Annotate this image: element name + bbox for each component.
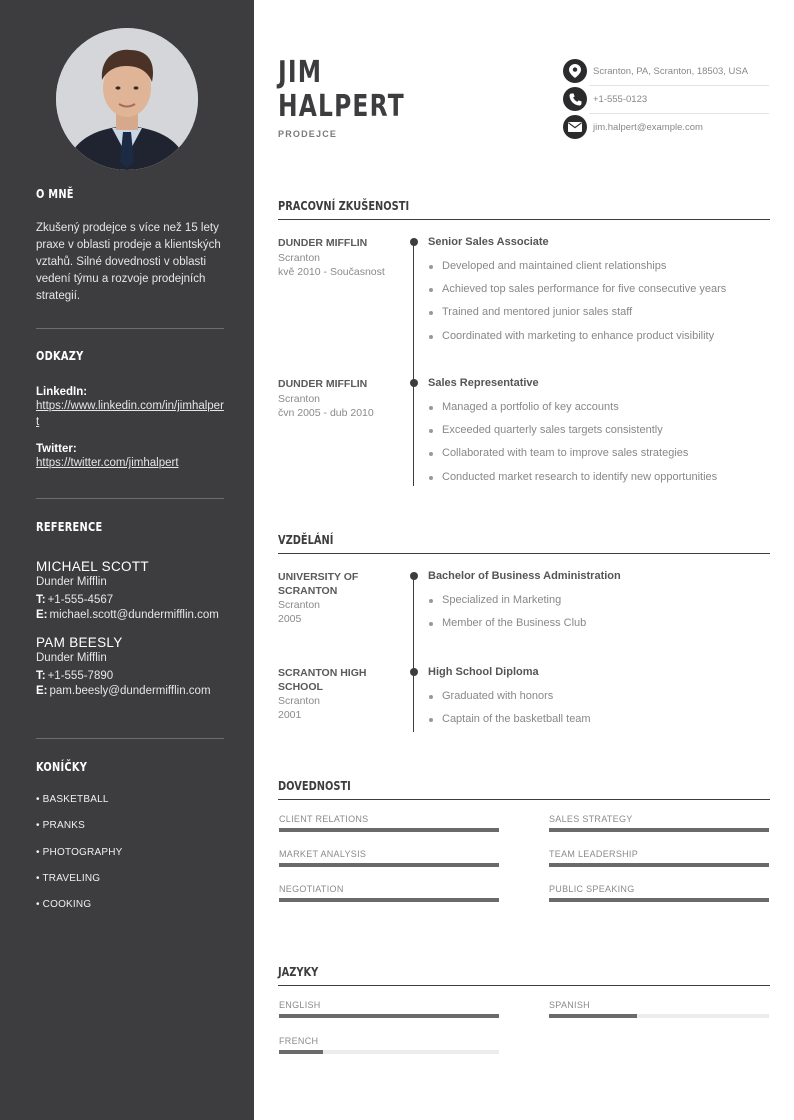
first-name: JIM — [278, 55, 323, 90]
education-entry-meta — [278, 571, 396, 626]
phone-icon — [563, 87, 587, 111]
skill-item — [549, 884, 769, 902]
language-name: ENGLISH — [279, 1000, 321, 1010]
hobby-item: • PHOTOGRAPHY — [36, 846, 123, 858]
skill-name: NEGOTIATION — [279, 884, 344, 894]
list-item: Coordinated with marketing to enhance product visibility — [428, 325, 770, 348]
timeline-dot — [410, 379, 418, 387]
skill-bar — [549, 828, 769, 832]
skill-name: MARKET ANALYSIS — [279, 849, 367, 859]
link-label: Twitter: — [36, 443, 77, 455]
section-rule — [278, 219, 770, 220]
timeline-dot — [410, 668, 418, 676]
address-text: Scranton, PA, Scranton, 18503, USA — [593, 65, 749, 77]
reference-email — [36, 608, 224, 623]
links-section — [36, 349, 224, 471]
contact-phone — [563, 85, 769, 113]
list-item: Exceeded quarterly sales targets consistently — [428, 419, 770, 442]
reference-company: Dunder Mifflin — [36, 652, 107, 664]
language-bar — [279, 1014, 499, 1018]
list-item: Developed and maintained client relationships — [428, 255, 770, 278]
links-title: ODKAZY — [36, 349, 84, 363]
section-rule — [278, 799, 770, 800]
twitter-link[interactable]: https://twitter.com/jimhalpert — [36, 457, 179, 469]
location: Scranton — [278, 251, 321, 264]
experience-entry — [428, 236, 770, 348]
list-item: Conducted market research to identify new opportunities — [428, 466, 770, 489]
linkedin-link[interactable]: https://www.linkedin.com/in/jimhalpert — [36, 400, 224, 428]
reference-company: Dunder Mifflin — [36, 576, 107, 588]
skill-item — [549, 849, 769, 867]
list-item: Specialized in Marketing — [428, 589, 770, 612]
experience-title: PRACOVNÍ ZKUŠENOSTI — [278, 199, 410, 213]
phone-label: T: — [36, 670, 46, 682]
phone-text: +1-555-0123 — [593, 93, 648, 105]
section-rule — [278, 985, 770, 986]
divider — [36, 328, 224, 329]
link-item-twitter — [36, 443, 224, 471]
bullet-list — [428, 396, 770, 489]
phone-value: +1-555-7890 — [47, 670, 114, 682]
skill-item — [279, 849, 499, 867]
reference-phone — [36, 669, 224, 684]
phone-label: T: — [36, 594, 46, 606]
timeline-dot — [410, 238, 418, 246]
language-name: FRENCH — [279, 1036, 319, 1046]
skill-name: TEAM LEADERSHIP — [549, 849, 639, 859]
language-bar-fill — [549, 1014, 637, 1018]
reference-name: MICHAEL SCOTT — [36, 559, 149, 574]
bullet-list — [428, 685, 770, 731]
divider — [36, 498, 224, 499]
email-label: E: — [36, 685, 48, 697]
education-entry-meta — [278, 667, 396, 722]
last-name: HALPERT — [278, 89, 405, 124]
profile-photo — [56, 28, 198, 170]
list-item: Trained and mentored junior sales staff — [428, 301, 770, 324]
contact-address — [563, 57, 769, 85]
skill-name: SALES STRATEGY — [549, 814, 633, 824]
timeline-dot — [410, 572, 418, 580]
skill-name: CLIENT RELATIONS — [279, 814, 369, 824]
language-item — [279, 1036, 499, 1054]
skill-bar — [279, 828, 499, 832]
languages-title: JAZYKY — [278, 965, 319, 979]
role-title: Sales Representative — [428, 377, 539, 389]
education-entry — [428, 666, 770, 731]
list-item: Managed a portfolio of key accounts — [428, 396, 770, 419]
degree-title: Bachelor of Business Administration — [428, 570, 621, 582]
skill-bar — [549, 898, 769, 902]
bullet-list — [428, 255, 770, 348]
school-name: SCRANTON HIGH SCHOOL — [278, 667, 367, 693]
language-bar — [279, 1050, 499, 1054]
link-label: LinkedIn: — [36, 386, 88, 398]
role-title: Senior Sales Associate — [428, 236, 549, 248]
list-item: Graduated with honors — [428, 685, 770, 708]
list-item: Captain of the basketball team — [428, 708, 770, 731]
language-bar — [549, 1014, 769, 1018]
hobby-list — [36, 794, 224, 925]
list-item: Achieved top sales performance for five consecutive years — [428, 278, 770, 301]
school-name: UNIVERSITY OF SCRANTON — [278, 571, 359, 597]
skill-bar-fill — [549, 898, 769, 902]
avatar — [56, 28, 198, 170]
skill-bar — [279, 863, 499, 867]
skill-bar-fill — [279, 898, 499, 902]
language-bar-fill — [279, 1014, 499, 1018]
contact-email — [563, 113, 769, 141]
date: 2001 — [278, 709, 302, 721]
timeline-line — [413, 242, 414, 486]
skill-bar-fill — [549, 828, 769, 832]
skill-bar-fill — [279, 863, 499, 867]
degree-title: High School Diploma — [428, 666, 539, 678]
hobby-item: • TRAVELING — [36, 872, 101, 884]
job-title: PRODEJCE — [278, 129, 338, 139]
experience-entry-meta — [278, 378, 398, 420]
skill-item — [279, 814, 499, 832]
hobbies-section — [36, 760, 224, 925]
reference-item — [36, 635, 224, 699]
about-text: Zkušený prodejce s více než 15 lety praxe v oblasti prodeje a klientských vztahů. Silné dovednosti v oblasti vedení týmu a rozvoje prodejních strategií. — [36, 222, 221, 302]
reference-item — [36, 559, 224, 623]
bullet-list — [428, 589, 770, 635]
location: Scranton — [278, 599, 321, 611]
experience-entry-meta — [278, 237, 398, 279]
email-value: michael.scott@dundermifflin.com — [49, 609, 219, 621]
section-rule — [278, 553, 770, 554]
location: Scranton — [278, 392, 321, 405]
reference-email — [36, 684, 224, 699]
envelope-icon — [563, 115, 587, 139]
location-pin-icon — [563, 59, 587, 83]
link-item-linkedin — [36, 386, 224, 430]
email-label: E: — [36, 609, 48, 621]
language-item — [279, 1000, 499, 1018]
references-title: REFERENCE — [36, 520, 103, 534]
education-entry — [428, 570, 770, 635]
about-title: O MNĚ — [36, 187, 74, 201]
list-item: Member of the Business Club — [428, 612, 770, 635]
language-bar-fill — [279, 1050, 323, 1054]
email-value: pam.beesly@dundermifflin.com — [49, 685, 211, 697]
date-range: čvn 2005 - dub 2010 — [278, 406, 374, 419]
skill-item — [279, 884, 499, 902]
education-title: VZDĚLÁNÍ — [278, 533, 334, 547]
phone-value: +1-555-4567 — [47, 594, 114, 606]
skills-title: DOVEDNOSTI — [278, 779, 351, 793]
timeline-line — [413, 576, 414, 732]
hobby-item: • BASKETBALL — [36, 794, 109, 805]
skill-bar-fill — [549, 863, 769, 867]
hobbies-title: KONÍČKY — [36, 760, 88, 774]
candidate-name — [278, 56, 405, 124]
hobby-item: • COOKING — [36, 899, 92, 911]
references-section — [36, 520, 224, 699]
divider — [36, 738, 224, 739]
date-range: kvě 2010 - Současnost — [278, 265, 385, 278]
skill-bar-fill — [279, 828, 499, 832]
skill-bar — [549, 863, 769, 867]
language-name: SPANISH — [549, 1000, 590, 1010]
reference-phone — [36, 593, 224, 608]
sidebar — [0, 0, 254, 1120]
location: Scranton — [278, 695, 321, 707]
experience-entry — [428, 377, 770, 489]
reference-name: PAM BEESLY — [36, 635, 123, 650]
about-section — [36, 187, 224, 305]
language-item — [549, 1000, 769, 1018]
date: 2005 — [278, 613, 302, 625]
email-text[interactable]: jim.halpert@example.com — [593, 121, 703, 133]
company-name: DUNDER MIFFLIN — [278, 237, 368, 249]
list-item: Collaborated with team to improve sales strategies — [428, 442, 770, 465]
skill-name: PUBLIC SPEAKING — [549, 884, 635, 894]
hobby-item: • PRANKS — [36, 820, 86, 832]
company-name: DUNDER MIFFLIN — [278, 378, 368, 390]
skill-item — [549, 814, 769, 832]
skill-bar — [279, 898, 499, 902]
